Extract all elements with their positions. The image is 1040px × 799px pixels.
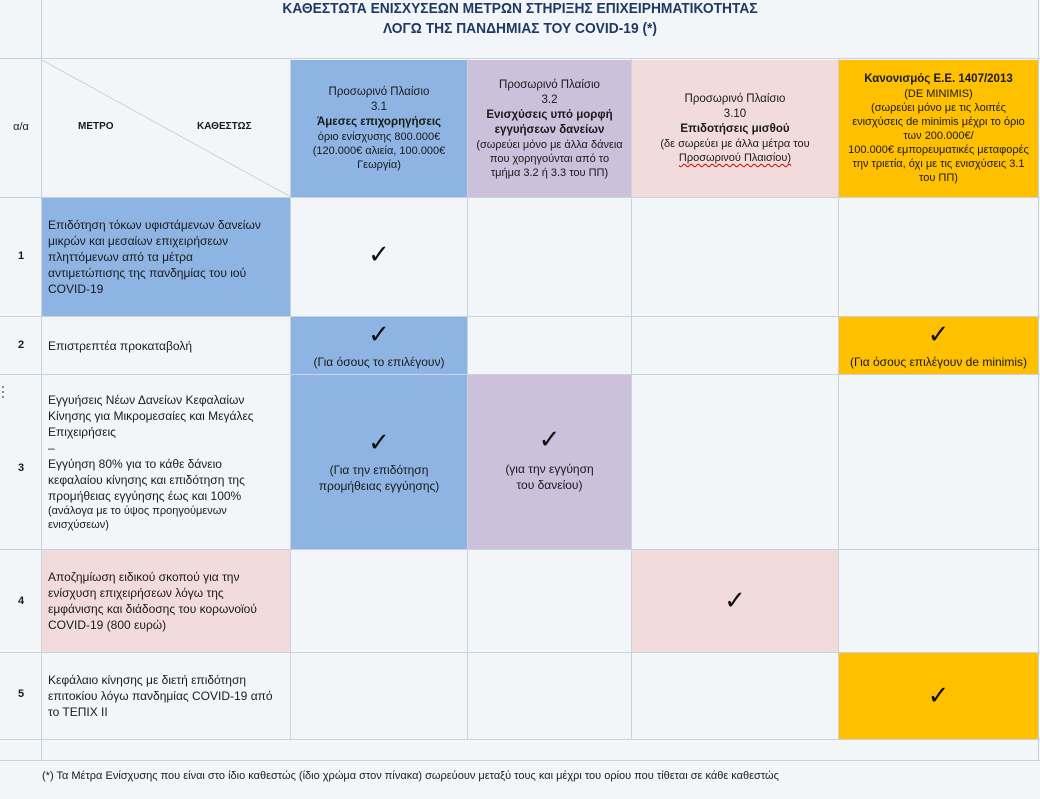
grid-line bbox=[0, 739, 1040, 740]
row-3-small-1: (ανάλογα με το ύψος προηγούμενων bbox=[48, 505, 227, 517]
row-1-number: 1 bbox=[17, 250, 25, 262]
col1-line5: Γεωργία) bbox=[357, 159, 401, 171]
title-line-2: ΛΟΓΩ ΤΗΣ ΠΑΝΔΗΜΙΑΣ ΤΟΥ COVID-19 (*) bbox=[382, 20, 658, 37]
row-3-col1-cell bbox=[291, 375, 467, 549]
row-5-line-3: το ΤΕΠΙΧ ΙΙ bbox=[48, 705, 108, 719]
col3-line3: (δε σωρεύει με άλλα μέτρα του bbox=[660, 138, 810, 150]
check-icon: ✓ bbox=[368, 319, 390, 350]
row-2-number: 2 bbox=[17, 339, 25, 351]
col1-line4: (120.000€ αλιεία, 100.000€ bbox=[312, 145, 446, 157]
title-area bbox=[0, 0, 1040, 59]
col2-bold2: εγγυήσεων δανείων bbox=[494, 123, 605, 136]
row-4-line-2: ενίσχυση επιχειρήσεων λόγω της bbox=[48, 586, 224, 600]
col3-line4-wrap bbox=[679, 151, 791, 165]
row-5-col4-cell bbox=[839, 653, 1038, 739]
header-col-temporary-framework-3-1 bbox=[291, 60, 467, 197]
grid-line bbox=[290, 59, 291, 740]
row-4-line-1: Αποζημίωση ειδικού σκοπού για την bbox=[48, 570, 240, 584]
row-3-col2-note-a: (για την εγγύηση bbox=[505, 462, 594, 476]
row-3-line-3: Επιχειρήσεις bbox=[48, 425, 116, 439]
grid-line bbox=[467, 59, 468, 740]
row-4-measure bbox=[42, 550, 290, 652]
col4-line1: (DE MINIMIS) bbox=[904, 88, 973, 100]
grid-line bbox=[631, 59, 632, 740]
row-4-line-3: εμφάνισης και διάδοσης του κορωνοϊού bbox=[48, 602, 257, 616]
header-aa: α/α bbox=[13, 121, 29, 133]
row-5-line-2: επιτοκίου λόγω πανδημίας COVID-19 από bbox=[48, 689, 273, 703]
row-1-line-4: αντιμετώπισης της πανδημίας του ιού bbox=[48, 266, 247, 280]
grid-line bbox=[41, 0, 42, 760]
row-2-col1-note: (Για όσους το επιλέγουν) bbox=[313, 354, 445, 369]
row-4-col3-cell bbox=[632, 550, 838, 652]
resize-grip-icon[interactable] bbox=[2, 386, 4, 398]
row-5-number: 5 bbox=[17, 688, 25, 700]
header-col-de-minimis bbox=[839, 60, 1038, 197]
row-2-measure bbox=[42, 317, 290, 374]
col1-line2: 3.1 bbox=[371, 101, 387, 113]
row-2-col4-note: (Για όσους επιλέγουν de minimis) bbox=[849, 354, 1028, 369]
header-col-temporary-framework-3-10 bbox=[632, 60, 838, 197]
row-4-line-4: COVID-19 (800 ευρώ) bbox=[48, 618, 167, 632]
row-3-line-2: Κίνησης για Μικρομεσαίες και Μεγάλες bbox=[48, 409, 254, 423]
col4-line4: των 200.000€/ bbox=[903, 130, 974, 142]
title-line-1: ΚΑΘΕΣΤΩΤΑ ΕΝΙΣΧΥΣΕΩΝ ΜΕΤΡΩΝ ΣΤΗΡΙΞΗΣ ΕΠΙΧΕΙΡΗΜΑΤΙΚΟΤΗΤΑΣ bbox=[282, 0, 758, 17]
col1-line3: όριο ενίσχυσης 800.000€ bbox=[317, 131, 441, 143]
grid-line bbox=[0, 760, 1040, 761]
header-col-temporary-framework-3-2 bbox=[468, 60, 631, 197]
row-5-measure bbox=[42, 653, 290, 739]
row-3-line-5: Εγγύηση 80% για το κάθε δάνειο bbox=[48, 457, 222, 471]
row-5-line-1: Κεφάλαιο κίνησης με διετή επιδότηση bbox=[48, 673, 247, 687]
col2-line2: 3.2 bbox=[541, 93, 558, 106]
col2-bold1: Ενισχύσεις υπό μορφή bbox=[486, 108, 613, 121]
row-4-number: 4 bbox=[17, 595, 25, 607]
check-icon: ✓ bbox=[368, 428, 390, 458]
grid-line bbox=[0, 549, 1040, 550]
row-1-line-1: Επιδότηση τόκων υφιστάμενων δανείων bbox=[48, 218, 261, 232]
header-metro: ΜΕΤΡΟ bbox=[78, 121, 114, 132]
col3-line4: Προσωρινού Πλαισίου) bbox=[678, 152, 792, 164]
row-3-measure bbox=[42, 375, 290, 549]
grid-line bbox=[0, 316, 1040, 317]
col1-line1: Προσωρινό Πλαίσιο bbox=[328, 86, 430, 98]
grid-line bbox=[0, 374, 1040, 375]
row-1-col1-cell bbox=[291, 198, 467, 316]
row-3-line-1: Εγγυήσεις Νέων Δανείων Κεφαλαίων bbox=[48, 393, 245, 407]
check-icon: ✓ bbox=[927, 681, 950, 711]
row-3-line-6: κεφαλαίου κίνησης και επιδότηση της bbox=[48, 473, 245, 487]
col4-line2: (σωρεύει μόνο με τις λοιπές bbox=[871, 102, 1006, 114]
footnote: (*) Τα Μέτρα Ενίσχυσης που είναι στο ίδιο καθεστώς (ίδιο χρώμα στον πίνακα) σωρεύουν μεταξύ τους και μέχρι του ορίου που τίθεται σε κάθε καθεστώς bbox=[42, 770, 779, 782]
col2-line5: τμήμα 3.2 ή 3.3 του ΠΠ) bbox=[490, 166, 609, 179]
grid-line bbox=[0, 197, 1040, 198]
row-1-measure bbox=[42, 198, 290, 316]
col3-bold: Επιδοτήσεις μισθού bbox=[680, 123, 790, 135]
check-icon: ✓ bbox=[927, 319, 950, 350]
row-2-col1-cell bbox=[291, 317, 467, 374]
row-3-col2-cell bbox=[468, 375, 631, 549]
grid-line bbox=[0, 652, 1040, 653]
col4-line3: ενισχύσεις de minimis μέχρι το όριο bbox=[852, 116, 1025, 128]
row-3-col1-note-a: (Για την επιδότηση bbox=[329, 463, 429, 477]
col2-line3: (σωρεύει μόνο με άλλα δάνεια bbox=[476, 138, 623, 151]
col2-line1: Προσωρινό Πλαίσιο bbox=[499, 78, 600, 91]
col4-line7: του ΠΠ) bbox=[919, 172, 958, 184]
col3-line1: Προσωρινό Πλαίσιο bbox=[684, 93, 786, 105]
col1-bold: Άμεσες επιχορηγήσεις bbox=[316, 116, 442, 128]
row-2-text: Επιστρεπτέα προκαταβολή bbox=[48, 338, 193, 353]
col4-line6: την τριετία, όχι με τις ενισχύσεις 3.1 bbox=[852, 158, 1025, 170]
col3-line2: 3.10 bbox=[723, 108, 747, 120]
check-icon: ✓ bbox=[368, 240, 390, 270]
row-1-line-2: μικρών και μεσαίων επιχειρήσεων bbox=[48, 234, 229, 248]
row-3-number: 3 bbox=[17, 462, 25, 474]
row-1-line-3: πληττόμενων από τα μέτρα bbox=[48, 250, 193, 264]
row-3-line-7: προμήθειας εγγύησης έως και 100% bbox=[48, 489, 242, 503]
header-kathestos: ΚΑΘΕΣΤΩΣ bbox=[197, 121, 252, 132]
check-icon: ✓ bbox=[724, 586, 746, 616]
row-1-line-5: COVID-19 bbox=[48, 282, 104, 296]
col4-line5: 100.000€ εμπορευματικές μεταφορές bbox=[848, 144, 1029, 156]
grid-line bbox=[838, 59, 839, 740]
row-3-small-2: ενισχύσεων) bbox=[48, 519, 109, 531]
check-icon: ✓ bbox=[538, 425, 561, 455]
row-3-col2-note-b: του δανείου) bbox=[516, 478, 583, 492]
row-3-col1-note-b: προμήθειας εγγύησης) bbox=[318, 479, 440, 493]
row-2-col4-cell bbox=[839, 317, 1038, 374]
col4-bold: Κανονισμός Ε.Ε. 1407/2013 bbox=[864, 73, 1013, 85]
col2-line4: που χορηγούνται από το bbox=[489, 152, 610, 165]
grid-line bbox=[1038, 0, 1039, 760]
row-3-line-4: – bbox=[48, 441, 55, 455]
